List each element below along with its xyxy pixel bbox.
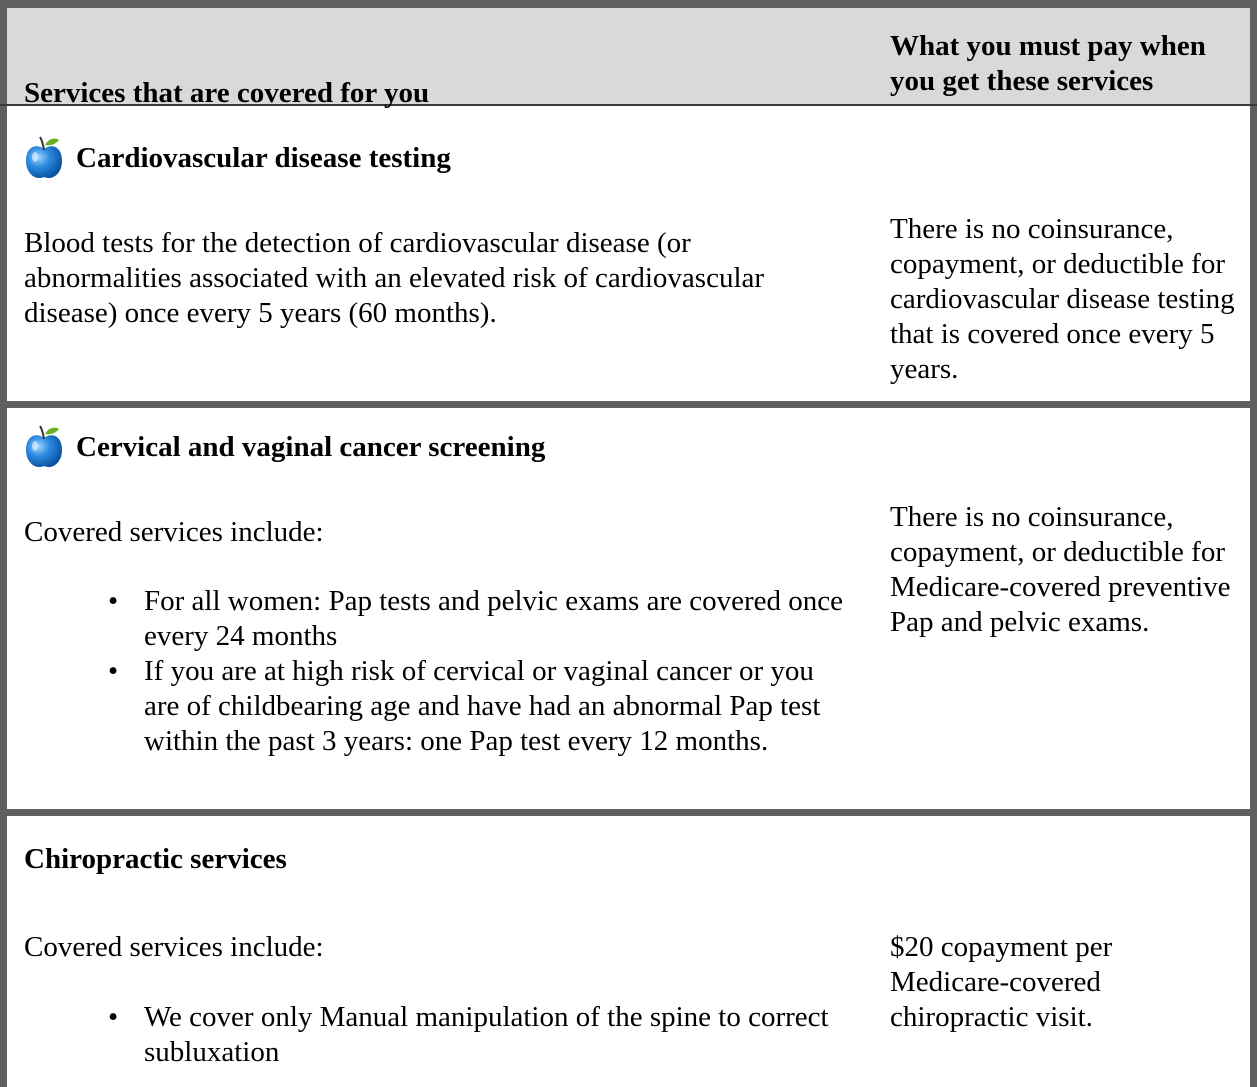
row-pay-chiropractic: $20 copayment per Medicare-covered chiropractic visit.: [890, 931, 1113, 1033]
row-title-cervical: [24, 424, 545, 470]
list-item: • We cover only Manual manipulation of the spine to correct subluxation: [24, 1000, 844, 1070]
row-title-cardiovascular: [24, 135, 451, 181]
row-pay-cardiovascular: There is no coinsurance, copayment, or deductible for cardiovascular disease testing that is covered once every 5 years.: [890, 213, 1235, 385]
cervical-bullet-list: [24, 584, 844, 759]
apple-icon: [24, 135, 64, 181]
row-divider: [0, 809, 1257, 816]
list-item: • For all women: Pap tests and pelvic exams are covered once every 24 months: [24, 584, 844, 654]
header-services-covered: Services that are covered for you: [24, 77, 430, 109]
row-divider: [0, 401, 1257, 408]
row-title-chiropractic: [24, 842, 287, 877]
row-title-text: Cervical and vaginal cancer screening: [76, 430, 546, 463]
row-intro-chiropractic: Covered services include:: [24, 931, 324, 963]
row-intro-cervical: Covered services include:: [24, 516, 324, 548]
table-border-top: [0, 0, 1257, 8]
row-body-cardiovascular: Blood tests for the detection of cardiovascular disease (or abnormalities associated with an elevated risk of cardiovascular disease) once every 5 years (60 months).: [24, 227, 765, 329]
apple-icon: [24, 424, 64, 470]
row-pay-cervical: There is no coinsurance, copayment, or deductible for Medicare-covered preventive Pap and pelvic exams.: [890, 501, 1231, 638]
row-title-text: Cardiovascular disease testing: [76, 141, 451, 174]
row-title-text: Chiropractic services: [24, 843, 287, 875]
header-what-you-pay: What you must pay when you get these services: [890, 30, 1206, 97]
chiropractic-bullet-list: [24, 1000, 844, 1070]
table-border-left: [0, 0, 7, 1087]
list-item: • If you are at high risk of cervical or vaginal cancer or you are of childbearing age and have had an abnormal Pap test within the past 3 years: one Pap test every 12 months.: [24, 654, 844, 759]
